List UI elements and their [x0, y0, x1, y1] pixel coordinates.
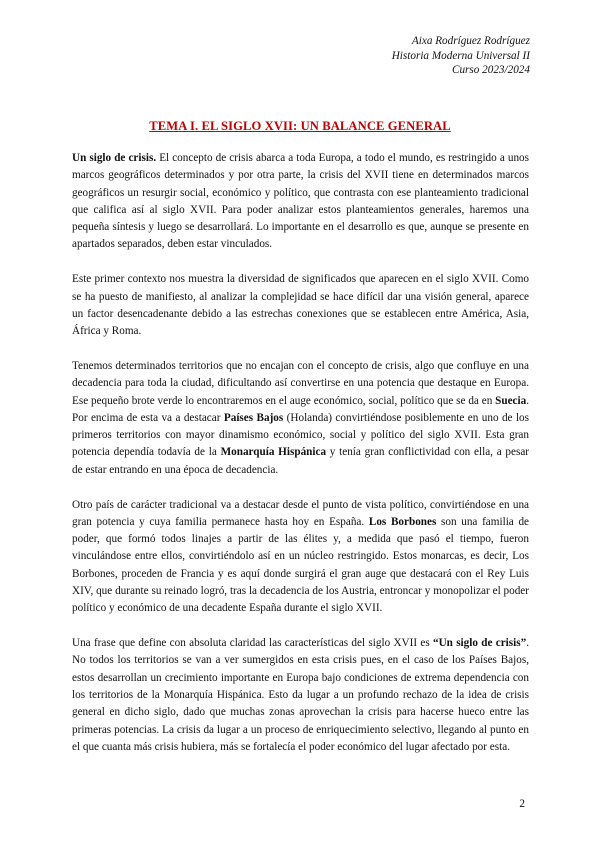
- paragraph-4: [72, 497, 529, 618]
- bold-term: Monarquía Hispánica: [220, 446, 327, 459]
- bold-term: Los Borbones: [368, 515, 437, 528]
- bold-term: Suecia: [495, 394, 527, 407]
- document-body: [72, 150, 529, 774]
- paragraph-text: . Por encima de esta va a destacar: [72, 394, 529, 424]
- course-name: Historia Moderna Universal II: [391, 49, 530, 62]
- bold-term: Países Bajos: [223, 411, 284, 424]
- document-header: [392, 34, 530, 78]
- page-title: TEMA I. EL SIGLO XVII: UN BALANCE GENERAL: [149, 119, 451, 133]
- paragraph-text: . No todos los territorios se van a ver sumergidos en esta crisis pues, en el caso de los Países Bajos, estos desarrollan un crecimiento importante en Europa bajo condiciones de extrema dependencia con los territorios de la Monarquía Hispánica. Esto da lugar a un profundo rechazo de la idea de crisis general en dicho siglo, dado que muchas zonas aprovechan la crisis para hacerse hueco entre las primeras potencias. La crisis da lugar a un proceso de enriquecimiento selectivo, llegando al punto en el que cuanta más crisis hubiera, más se fortalecía el poder económico del lugar afectado por esta.: [72, 637, 529, 753]
- paragraph-text: Tenemos determinados territorios que no encajan con el concepto de crisis, algo que confluye en una decadencia para toda la ciudad, dificultando así convertirse en una potencia que destaque en Europa. Ese pequeño brote verde lo encontraremos en el auge económico, social, político que se da en: [72, 359, 529, 407]
- paragraph-text: (Holanda) convirtiéndose posiblemente en uno de los primeros territorios con mayor dinamismo económico, social y político del siglo XVII. Esta gran potencia dependía todavía de la: [72, 411, 529, 459]
- paragraph-1: [72, 150, 529, 254]
- author-name: Aixa Rodríguez Rodríguez: [411, 35, 530, 47]
- paragraph-text: Este primer contexto nos muestra la diversidad de significados que aparecen en el siglo XVII. Como se ha puesto de manifiesto, al analizar la complejidad se hace difícil dar una visión general, aparece un factor desencadenante debido a las estrechas conexiones que se establecen entre América, Asia, África y Roma.: [72, 273, 529, 338]
- paragraph-3: [72, 358, 529, 479]
- paragraph-5: [72, 635, 529, 756]
- paragraph-text: son una familia de poder, que formó todos linajes a partir de las élites y, a medida que pasó el tiempo, fueron vinculándose entre ellos, convirtiéndolo así en un núcleo restringido. Estos monarcas, es decir, Los Borbones, proceden de Francia y es aquí donde surgirá el gran auge que destacará con el Rey Luis XIV, que durante su reinado logró, tras la decadencia de los Austria, entroncar y monopolizar el poder político y económico de una decadente España durante el siglo XVII.: [72, 515, 530, 615]
- paragraph-text: Otro país de carácter tradicional va a destacar desde el punto de vista político, convirtiéndose en una gran potencia y cuya familia permanece hasta hoy en España.: [72, 498, 529, 528]
- paragraph-text: y tenía gran conflictividad con ella, a pesar de estar entrando en una época de decadencia.: [72, 446, 530, 476]
- page-number: 2: [519, 798, 525, 810]
- paragraph-2: [72, 271, 529, 340]
- paragraph-text: El concepto de crisis abarca a toda Europa, a todo el mundo, es restringido a unos marcos geográficos determinados y por otra parte, la crisis del XVII tiene en determinados marcos geográficos un resurgir social, económico y político, que contrasta con ese planteamiento tradicional que califica así al siglo XVII. Para poder analizar estos planteamientos generales, haremos una pequeña síntesis y luego se desarrollará. Lo importante en el desarrollo es que, aunque se presente en apartados separados, deben estar vinculados.: [72, 152, 529, 251]
- section-lead: Un siglo de crisis.: [72, 152, 157, 164]
- academic-year: Curso 2023/2024: [451, 64, 530, 76]
- paragraph-text: Una frase que define con absoluta claridad las características del siglo XVII es: [72, 637, 433, 650]
- bold-term: “Un siglo de crisis”: [433, 637, 527, 650]
